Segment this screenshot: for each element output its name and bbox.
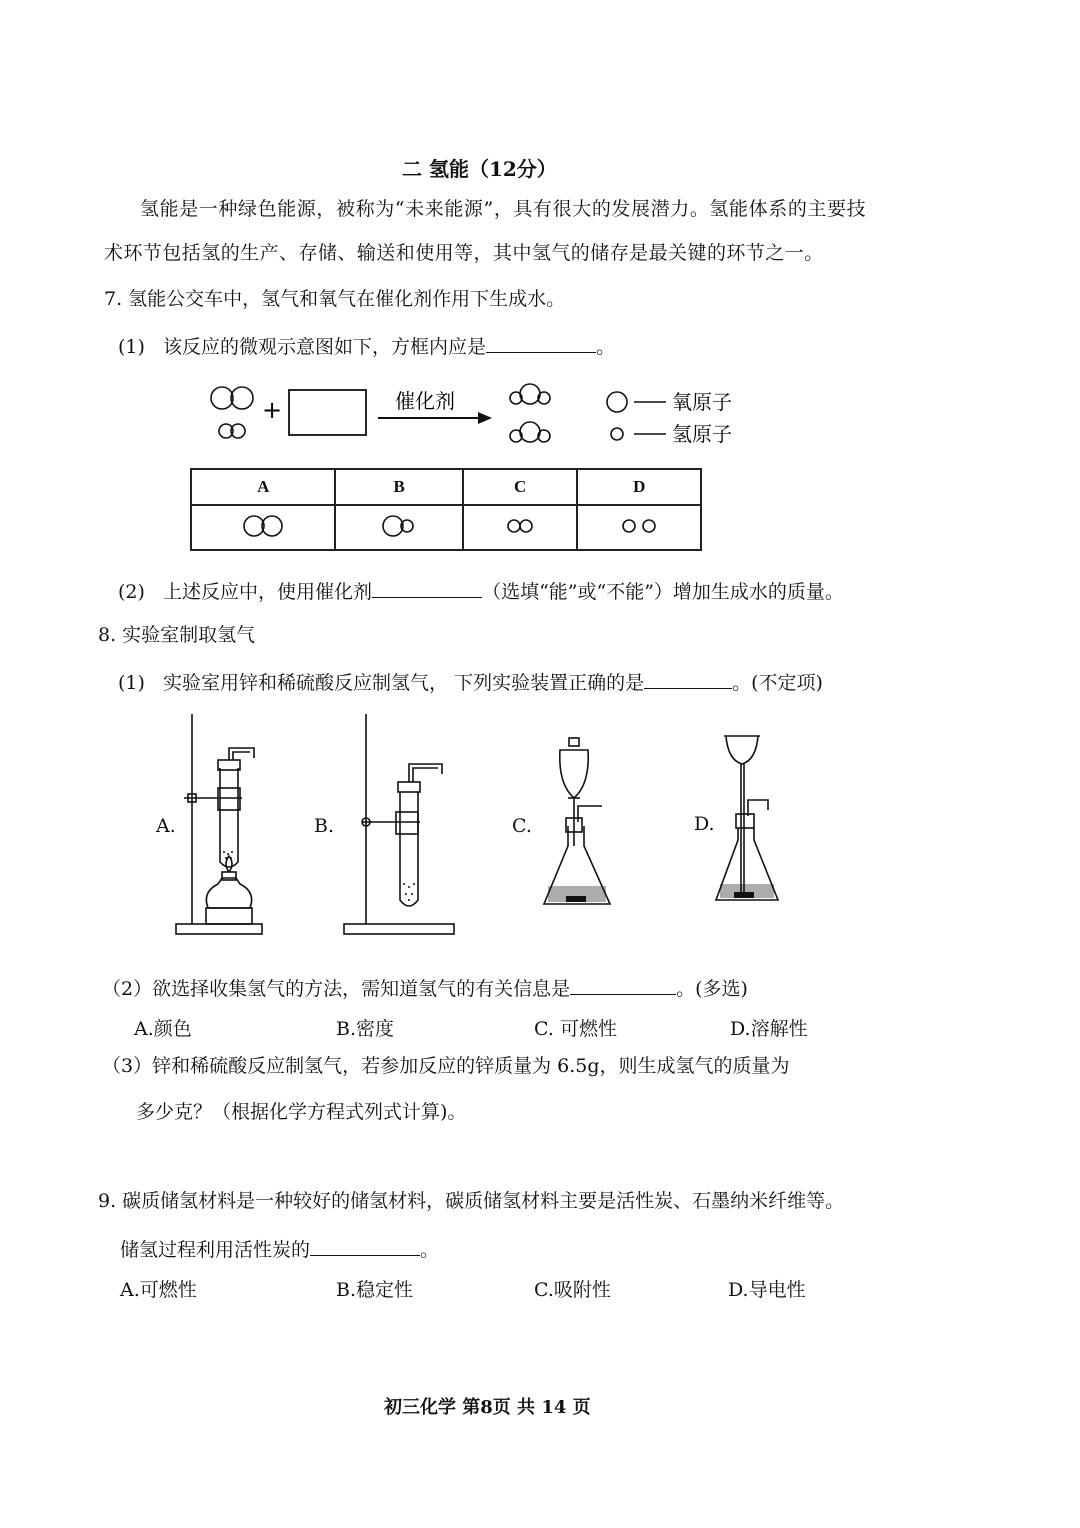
q8-part1-text: 实验室用锌和稀硫酸反应制氢气， 下列实验装置正确的是 <box>163 672 645 694</box>
q9-answer-blank[interactable] <box>310 1237 420 1256</box>
q9-option-c[interactable]: C.吸附性 <box>534 1279 611 1301</box>
apparatus-b-test-tube-icon <box>340 712 460 940</box>
option-header-b[interactable]: B <box>335 469 463 505</box>
apparatus-label-d[interactable]: D. <box>694 813 715 835</box>
q8-part2 <box>102 976 748 999</box>
apparatus-label-c[interactable]: C. <box>512 815 532 837</box>
page-footer: 初三化学 第8页 共 14 页 <box>384 1397 591 1418</box>
q7-part2-after: （选填“能”或“不能”）增加生成水的质量。 <box>482 581 844 603</box>
q7-part2-text: 上述反应中，使用催化剂 <box>163 581 373 603</box>
option-header-c[interactable]: C <box>463 469 578 505</box>
q9-option-b[interactable]: B.稳定性 <box>336 1279 414 1301</box>
q7-part1-text: 该反应的微观示意图如下，方框内应是 <box>163 336 487 358</box>
q8-part1 <box>118 670 823 693</box>
water-molecule-icon <box>510 422 550 442</box>
option-b-cell[interactable] <box>335 505 463 550</box>
q9-option-d[interactable]: D.导电性 <box>728 1279 806 1301</box>
q7-part1-label: (1) <box>118 336 145 358</box>
q8-part3-line2: 多少克？（根据化学方程式列式计算)。 <box>136 1101 467 1123</box>
q9-stem: 9. 碳质储氢材料是一种较好的储氢材料，碳质储氢材料主要是活性炭、石墨纳米纤维等。 <box>98 1190 845 1212</box>
q7-part2 <box>118 579 844 602</box>
option-a-cell[interactable] <box>191 505 335 550</box>
q7-part2-answer-blank[interactable] <box>372 579 482 598</box>
apparatus-c-separatory-funnel-flask-icon <box>538 736 616 914</box>
q7-part2-label: (2) <box>118 581 145 603</box>
option-header-a[interactable]: A <box>191 469 335 505</box>
apparatus-d-long-funnel-flask-icon <box>712 724 782 910</box>
q8-part2-after: 。(多选) <box>676 978 748 1000</box>
q9-line2-text: 储氢过程利用活性炭的 <box>120 1239 311 1261</box>
oxygen-molecule-icon <box>211 387 253 409</box>
reaction-arrow <box>378 412 492 424</box>
q8-part2-option-a[interactable]: A.颜色 <box>134 1018 192 1040</box>
intro-line-2: 术环节包括氢的生产、存储、输送和使用等，其中氢气的储存是最关键的环节之一。 <box>104 242 824 264</box>
hydrogen-molecule-icon <box>219 424 245 438</box>
q8-part2-option-d[interactable]: D.溶解性 <box>730 1018 808 1040</box>
q8-part1-after: 。(不定项) <box>732 672 823 694</box>
oxygen-atom-icon <box>607 392 627 412</box>
separate-hydrogen-atoms-icon <box>617 511 661 541</box>
apparatus-label-a[interactable]: A. <box>156 815 176 837</box>
legend-oxygen: 氧原子 <box>672 390 732 414</box>
q7-part1-end: 。 <box>596 336 616 358</box>
water-molecule-icon <box>510 384 550 404</box>
q8-part3-line1: （3）锌和稀硫酸反应制氢气，若参加反应的锌质量为 6.5g，则生成氢气的质量为 <box>102 1055 790 1077</box>
two-hydrogen-atoms-icon <box>502 511 538 541</box>
option-header-d[interactable]: D <box>577 469 701 505</box>
apparatus-a-heated-tube-icon <box>172 712 268 940</box>
q9-line2 <box>120 1237 439 1260</box>
option-c-cell[interactable] <box>463 505 578 550</box>
hydrogen-atom-icon <box>611 428 623 440</box>
q8-part2-option-b[interactable]: B.密度 <box>336 1018 395 1040</box>
apparatus-label-b[interactable]: B. <box>314 815 335 837</box>
catalyst-label: 催化剂 <box>395 389 455 413</box>
q7-options-table <box>190 468 702 551</box>
q8-part1-answer-blank[interactable] <box>644 670 732 689</box>
q8-part2-option-c[interactable]: C. 可燃性 <box>534 1018 617 1040</box>
q7-stem: 7. 氢能公交车中，氢气和氧气在催化剂作用下生成水。 <box>104 288 566 310</box>
q9-line2-end: 。 <box>420 1239 440 1261</box>
legend-hydrogen: 氢原子 <box>672 422 732 446</box>
reaction-diagram <box>200 372 760 462</box>
q8-part2-text: （2）欲选择收集氢气的方法，需知道氢气的有关信息是 <box>102 978 571 1000</box>
plus-sign: + <box>262 396 283 424</box>
q7-part1-answer-blank[interactable] <box>486 334 596 353</box>
q8-part2-answer-blank[interactable] <box>570 976 676 995</box>
section-title: 二 氢能（12分） <box>402 157 557 181</box>
q8-part1-label: (1) <box>118 672 145 694</box>
q8-stem: 8. 实验室制取氢气 <box>98 624 256 646</box>
answer-box <box>289 390 366 435</box>
two-oxygen-atoms-icon <box>238 511 288 541</box>
intro-line-1: 氢能是一种绿色能源，被称为“未来能源”，具有很大的发展潜力。氢能体系的主要技 <box>140 198 867 220</box>
q7-part1 <box>118 334 615 357</box>
oxygen-hydrogen-icon <box>377 511 421 541</box>
q9-option-a[interactable]: A.可燃性 <box>120 1279 197 1301</box>
option-d-cell[interactable] <box>577 505 701 550</box>
